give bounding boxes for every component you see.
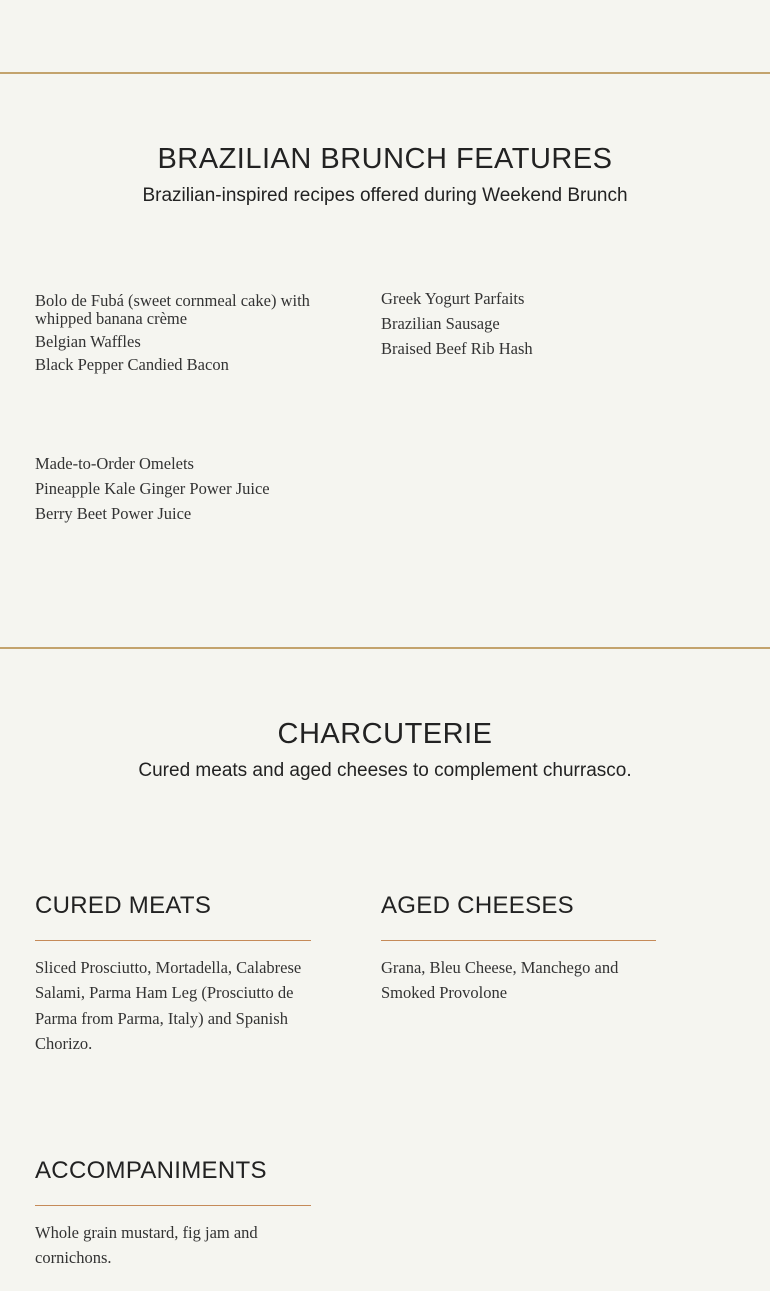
- charcuterie-title: CHARCUTERIE: [277, 718, 493, 750]
- list-item: Greek Yogurt Parfaits: [381, 289, 525, 308]
- brunch-title: BRAZILIAN BRUNCH FEATURES: [157, 143, 613, 175]
- brunch-list-3: [35, 451, 335, 526]
- brunch-list-1: [35, 292, 310, 379]
- list-item: Brazilian Sausage: [381, 314, 500, 333]
- cured-meats-text: Sliced Prosciutto, Mortadella, Calabrese Salami, Parma Ham Leg (Prosciutto de Parma from Parma, Italy) and Spanish Chorizo.: [35, 958, 302, 1053]
- charcuterie-subtitle: Cured meats and aged cheeses to complement churrasco.: [138, 760, 632, 781]
- section-divider-top: [0, 72, 770, 74]
- brunch-subtitle: Brazilian-inspired recipes offered during Weekend Brunch: [142, 185, 628, 206]
- brunch-list-2: [381, 286, 671, 361]
- aged-cheeses-divider: [381, 940, 656, 941]
- list-item: Black Pepper Candied Bacon: [35, 355, 229, 374]
- cured-meats-divider: [35, 940, 311, 941]
- list-item: Belgian Waffles: [35, 332, 141, 351]
- cured-meats-heading: CURED MEATS: [35, 892, 212, 919]
- accompaniments-heading: ACCOMPANIMENTS: [35, 1157, 267, 1184]
- section-divider-middle: [0, 647, 770, 649]
- list-item: Berry Beet Power Juice: [35, 504, 192, 523]
- aged-cheeses-heading: AGED CHEESES: [381, 892, 574, 919]
- list-item: Braised Beef Rib Hash: [381, 339, 533, 358]
- list-item: Pineapple Kale Ginger Power Juice: [35, 479, 270, 498]
- accompaniments-text: Whole grain mustard, fig jam and cornichons.: [35, 1223, 258, 1268]
- list-item: Made-to-Order Omelets: [35, 454, 194, 473]
- accompaniments-divider: [35, 1205, 311, 1206]
- aged-cheeses-text: Grana, Bleu Cheese, Manchego and Smoked Provolone: [381, 958, 619, 1003]
- list-item: Bolo de Fubá (sweet cornmeal cake) with whipped banana crème: [35, 291, 310, 328]
